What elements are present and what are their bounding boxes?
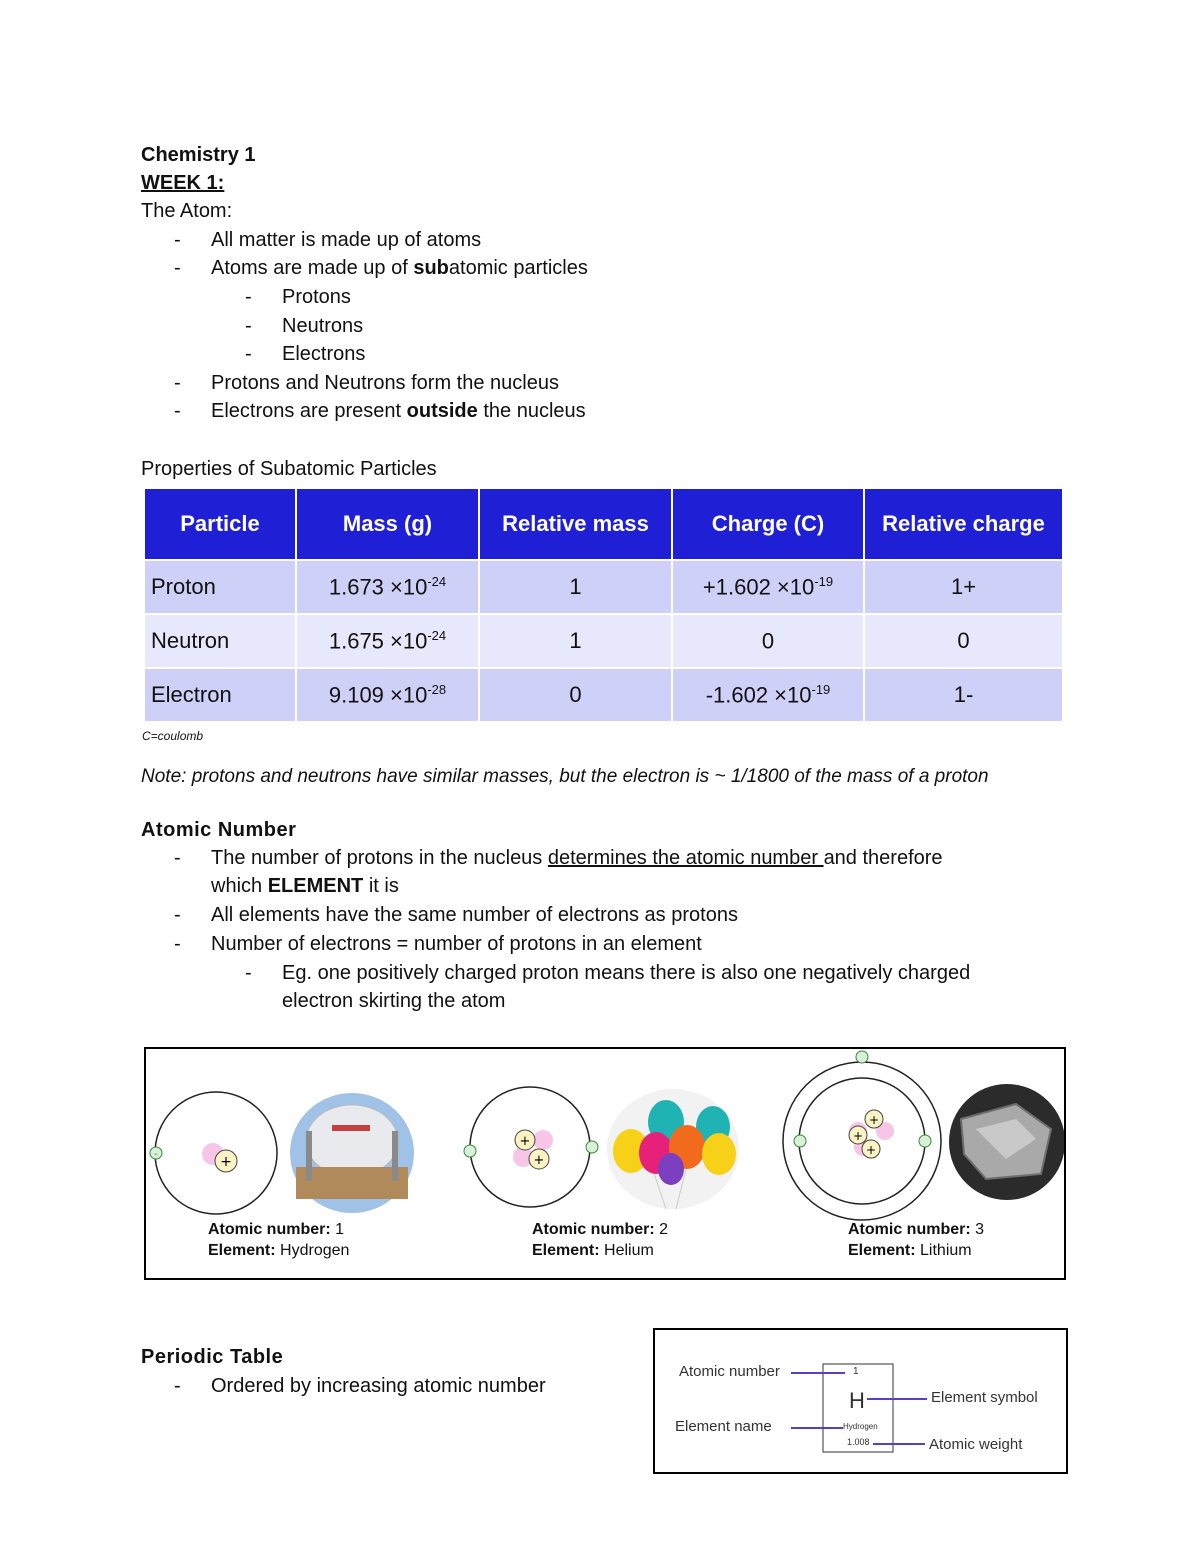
- svg-text:+: +: [865, 1143, 877, 1157]
- svg-text:+: +: [519, 1134, 531, 1149]
- exponent: -24: [427, 627, 447, 643]
- element-label: Element:: [532, 1242, 600, 1259]
- table-cell: [672, 560, 864, 614]
- exponent: -19: [814, 573, 834, 589]
- table-cell: Neutron: [144, 614, 296, 668]
- periodic-table-heading: Periodic Table: [141, 1346, 284, 1368]
- list-item-continued: electron skirting the atom: [282, 990, 506, 1012]
- list-item-text: Electrons are present: [211, 400, 407, 422]
- emphasis-text: sub: [413, 257, 449, 279]
- element-symbol-label: Element symbol: [931, 1389, 1038, 1406]
- atomic-number-value: 1: [335, 1221, 345, 1238]
- list-item-text: it is: [363, 875, 399, 897]
- table-cell: Electron: [144, 668, 296, 722]
- exponent: -24: [427, 573, 447, 589]
- element-key-figure: [653, 1328, 1068, 1474]
- element-value: Lithium: [920, 1242, 972, 1259]
- svg-text:+: +: [220, 1154, 232, 1170]
- bullet-dash: -: [174, 904, 181, 926]
- atomic-weight-label: Atomic weight: [929, 1436, 1023, 1453]
- cell-weight: 1.008: [847, 1437, 870, 1447]
- lithium-metal-photo: [949, 1084, 1064, 1200]
- atomic-number-heading: Atomic Number: [141, 819, 297, 841]
- charge-value: +1.602 ×10: [702, 574, 815, 600]
- atomic-number-label: Atomic number:: [532, 1221, 655, 1238]
- table-cell: 0: [479, 668, 672, 722]
- list-item-text: and therefore: [823, 847, 943, 869]
- table-header: Relative charge: [864, 488, 1063, 560]
- list-item-continued: [211, 872, 399, 900]
- list-item: Neutrons: [282, 315, 364, 337]
- mass-value: 1.673 ×10: [328, 574, 428, 600]
- table-header: Particle: [144, 488, 296, 560]
- svg-text:-: -: [154, 1149, 158, 1160]
- table-header: Charge (C): [672, 488, 864, 560]
- element-value: Hydrogen: [280, 1242, 350, 1259]
- exponent: -28: [427, 681, 447, 697]
- list-item: [211, 844, 943, 872]
- charge-value: -1.602 ×10: [705, 682, 812, 708]
- table-cell: 0: [864, 614, 1063, 668]
- balloons-photo: [607, 1089, 739, 1209]
- table-footnote: C=coulomb: [142, 729, 204, 743]
- gas-tank-photo: [290, 1093, 414, 1213]
- helium-caption: [532, 1219, 668, 1261]
- underlined-text: determines the atomic number: [547, 847, 824, 869]
- bullet-dash: -: [174, 400, 181, 422]
- atomic-number-label: Atomic number:: [848, 1221, 971, 1238]
- bullet-dash: -: [174, 847, 181, 869]
- atomic-number-value: 2: [659, 1221, 669, 1238]
- week-heading: WEEK 1:: [141, 172, 225, 194]
- table-row: [144, 668, 1063, 722]
- list-item: Eg. one positively charged proton means there is also one negatively charged: [282, 962, 971, 984]
- element-label: Element:: [848, 1242, 916, 1259]
- bullet-dash: -: [174, 1375, 181, 1397]
- atomic-number-value: 3: [975, 1221, 985, 1238]
- table-cell: [296, 614, 479, 668]
- table-row: [144, 560, 1063, 614]
- element-value: Helium: [604, 1242, 654, 1259]
- list-item: Protons: [282, 286, 351, 308]
- table-cell: Proton: [144, 560, 296, 614]
- list-item: Protons and Neutrons form the nucleus: [211, 372, 559, 394]
- list-item-text: which: [211, 875, 268, 897]
- atoms-figure: [144, 1047, 1066, 1280]
- bullet-dash: -: [174, 229, 181, 251]
- lithium-atom-diagram: [783, 1051, 941, 1220]
- atom-heading: The Atom:: [141, 200, 233, 222]
- list-item: [211, 397, 586, 425]
- bullet-dash: -: [245, 315, 252, 337]
- table-cell: 1: [479, 614, 672, 668]
- document-title: Chemistry 1: [141, 144, 256, 166]
- cell-name: Hydrogen: [843, 1422, 878, 1431]
- table-cell: 1: [479, 560, 672, 614]
- bullet-dash: -: [245, 343, 252, 365]
- hydrogen-atom-diagram: [150, 1092, 277, 1214]
- atomic-number-label: Atomic number: [679, 1363, 780, 1380]
- emphasis-text: outside: [406, 400, 478, 422]
- charge-value: 0: [761, 628, 775, 654]
- list-item: [211, 254, 588, 282]
- svg-text:+: +: [852, 1129, 864, 1143]
- table-header: Relative mass: [479, 488, 672, 560]
- hydrogen-caption: [208, 1219, 349, 1261]
- table-cell: [672, 614, 864, 668]
- atomic-number-label: Atomic number:: [208, 1221, 331, 1238]
- list-item-text: atomic particles: [448, 257, 588, 279]
- svg-text:+: +: [533, 1153, 545, 1168]
- table-title: Properties of Subatomic Particles: [141, 458, 437, 480]
- table-cell: [296, 560, 479, 614]
- list-item: All matter is made up of atoms: [211, 229, 482, 251]
- svg-text:+: +: [868, 1113, 880, 1127]
- bullet-dash: -: [245, 962, 252, 984]
- element-label: Element:: [208, 1242, 276, 1259]
- list-item: Electrons: [282, 343, 366, 365]
- table-cell: 1+: [864, 560, 1063, 614]
- table-cell: [296, 668, 479, 722]
- bullet-dash: -: [245, 286, 252, 308]
- mass-note: Note: protons and neutrons have similar masses, but the electron is ~ 1/1800 of the mass of a proton: [141, 766, 989, 787]
- exponent: -19: [811, 681, 831, 697]
- element-name-label: Element name: [675, 1418, 772, 1435]
- table-header: Mass (g): [296, 488, 479, 560]
- bullet-dash: -: [174, 933, 181, 955]
- list-item-text: The number of protons in the nucleus: [211, 847, 548, 869]
- table-row: [144, 614, 1063, 668]
- helium-atom-diagram: [464, 1087, 598, 1207]
- table-cell: [672, 668, 864, 722]
- mass-value: 9.109 ×10: [328, 682, 428, 708]
- cell-symbol: H: [849, 1388, 865, 1413]
- bullet-dash: -: [174, 257, 181, 279]
- list-item: All elements have the same number of electrons as protons: [211, 904, 738, 926]
- list-item-text: Atoms are made up of: [211, 257, 414, 279]
- subatomic-properties-table: [143, 487, 1064, 723]
- bullet-dash: -: [174, 372, 181, 394]
- mass-value: 1.675 ×10: [328, 628, 428, 654]
- table-header-row: [144, 488, 1063, 560]
- cell-number: 1: [853, 1366, 859, 1377]
- emphasis-text: ELEMENT: [267, 875, 364, 897]
- list-item: Ordered by increasing atomic number: [211, 1375, 546, 1397]
- lithium-caption: [848, 1219, 984, 1261]
- list-item-text: the nucleus: [477, 400, 586, 422]
- list-item: Number of electrons = number of protons in an element: [211, 933, 702, 955]
- table-cell: 1-: [864, 668, 1063, 722]
